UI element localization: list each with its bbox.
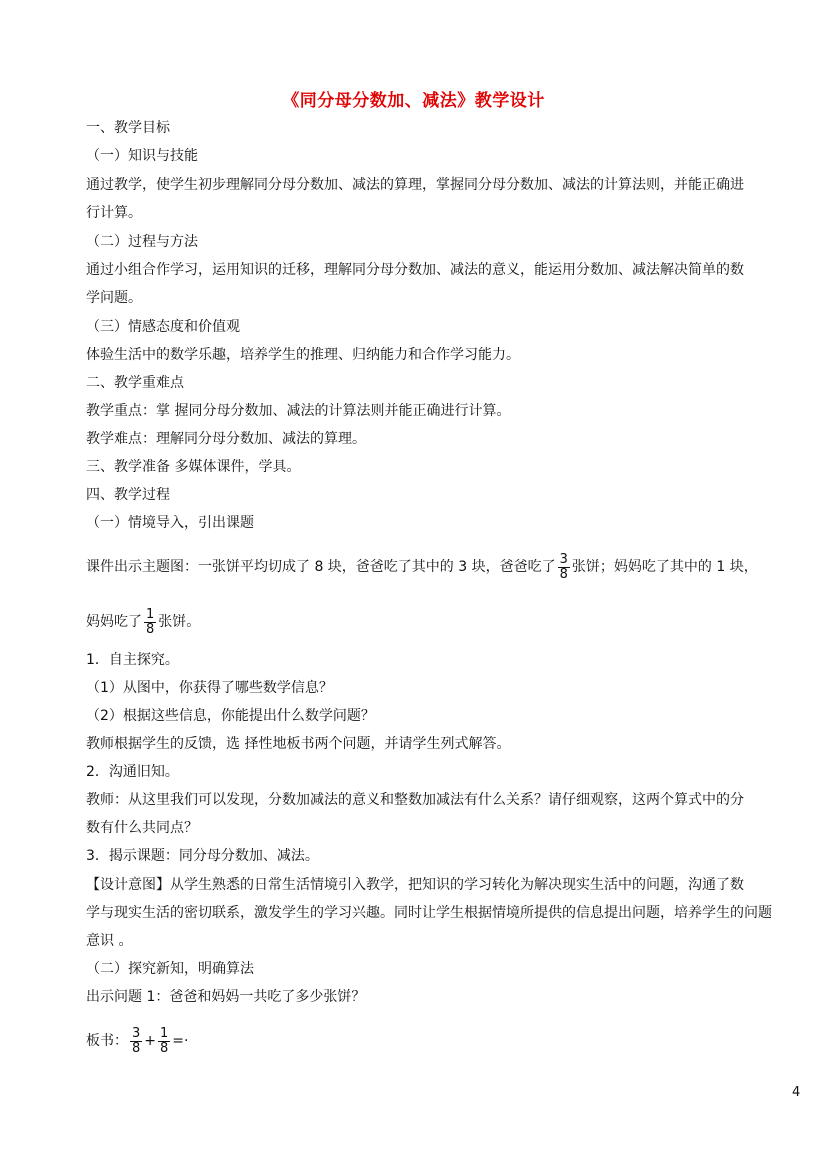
- paragraph-line: 教学难点：理解同分母分数加、减法的算理。: [86, 431, 366, 447]
- text-segment: ·: [184, 1033, 189, 1049]
- paragraph-line: （2）根据这些信息，你能提出什么数学问题？: [86, 708, 375, 724]
- paragraph-line: 3．揭示课题：同分母分数加、减法。: [86, 848, 319, 864]
- text-segment: 课件出示主题图：一张饼平均切成了 8 块，爸爸吃了其中的 3 块，爸爸吃了: [86, 559, 556, 575]
- page-number: 4: [792, 1085, 801, 1100]
- numerator: 3: [559, 551, 568, 567]
- paragraph-line: 教师根据学生的反馈，选 择性地板书两个问题，并请学生列式解答。: [86, 736, 511, 752]
- design-intent-line: 【设计意图】从学生熟悉的日常生活情境引入教学，把知识的学习转化为解决现实生活中的问题，沟通了数: [86, 877, 744, 893]
- paragraph-line: 数有什么共同点？: [86, 820, 198, 836]
- paragraph-line: （1）从图中，你获得了哪些数学信息？: [86, 680, 333, 696]
- paragraph-line: 学与现实生活的密切联系，激发学生的学习兴趣。同时让学生根据情境所提供的信息提出问题，培养学生的问题: [86, 905, 772, 921]
- paragraph-line: 学问题。: [86, 290, 142, 306]
- text-segment: 张饼；妈妈吃了其中的 1 块，: [571, 559, 758, 575]
- paragraph-line: 通过小组合作学习，运用知识的迁移，理解同分母分数加、减法的意义，能运用分数加、减法解决简单的数: [86, 262, 744, 278]
- subsection-attitude: （三）情感态度和价值观: [86, 319, 240, 335]
- numerator: 3: [132, 1025, 141, 1041]
- subsection-explore: （二）探究新知，明确算法: [86, 961, 254, 977]
- fraction-1-8: [158, 1027, 170, 1056]
- section-heading-key-points: 二、教学重难点: [86, 375, 184, 391]
- denominator: 8: [559, 566, 568, 582]
- section-heading-process: 四、教学过程: [86, 487, 170, 503]
- text-segment: 板书：: [86, 1033, 128, 1049]
- paragraph-line-with-fraction: [86, 547, 758, 587]
- denominator: 8: [146, 621, 155, 637]
- fraction-3-8: [558, 553, 570, 582]
- numerator: 1: [160, 1025, 169, 1041]
- section-heading-preparation: 三、教学准备 多媒体课件，学具。: [86, 459, 301, 475]
- paragraph-line: 出示问题 1：爸爸和妈妈一共吃了多少张饼？: [86, 989, 366, 1005]
- text-segment: 张饼。: [158, 614, 201, 630]
- text-segment: 妈妈吃了: [86, 614, 142, 630]
- fraction-1-8: [144, 608, 156, 637]
- paragraph-line: 1．自主探究。: [86, 652, 179, 668]
- board-equation: [86, 1021, 188, 1061]
- paragraph-line: 教师：从这里我们可以发现，分数加减法的意义和整数加减法有什么关系？请仔细观察，这两个算式中的分: [86, 792, 744, 808]
- plus-sign: +: [144, 1033, 157, 1049]
- fraction-3-8: [130, 1027, 142, 1056]
- equals-sign: =: [172, 1033, 185, 1049]
- paragraph-line: 意识 。: [86, 933, 133, 949]
- document-title: 《同分母分数加、减法》教学设计: [282, 91, 545, 111]
- subsection-process: （二）过程与方法: [86, 234, 198, 250]
- denominator: 8: [160, 1040, 169, 1056]
- paragraph-line: 体验生活中的数学乐趣，培养学生的推理、归纳能力和合作学习能力。: [86, 347, 520, 363]
- paragraph-line: 2．沟通旧知。: [86, 764, 179, 780]
- paragraph-line: 通过教学，使学生初步理解同分母分数加、减法的算理，掌握同分母分数加、减法的计算法则，并能正确进: [86, 177, 744, 193]
- paragraph-line: 行计算。: [86, 205, 142, 221]
- denominator: 8: [132, 1040, 141, 1056]
- paragraph-line: 教学重点：掌 握同分母分数加、减法的计算法则并能正确进行计算。: [86, 403, 511, 419]
- numerator: 1: [146, 606, 155, 622]
- subsection-intro: （一）情境导入，引出课题: [86, 515, 254, 531]
- subsection-knowledge: （一）知识与技能: [86, 148, 198, 164]
- paragraph-line-with-fraction: [86, 602, 200, 642]
- section-heading-goals: 一、教学目标: [86, 120, 170, 136]
